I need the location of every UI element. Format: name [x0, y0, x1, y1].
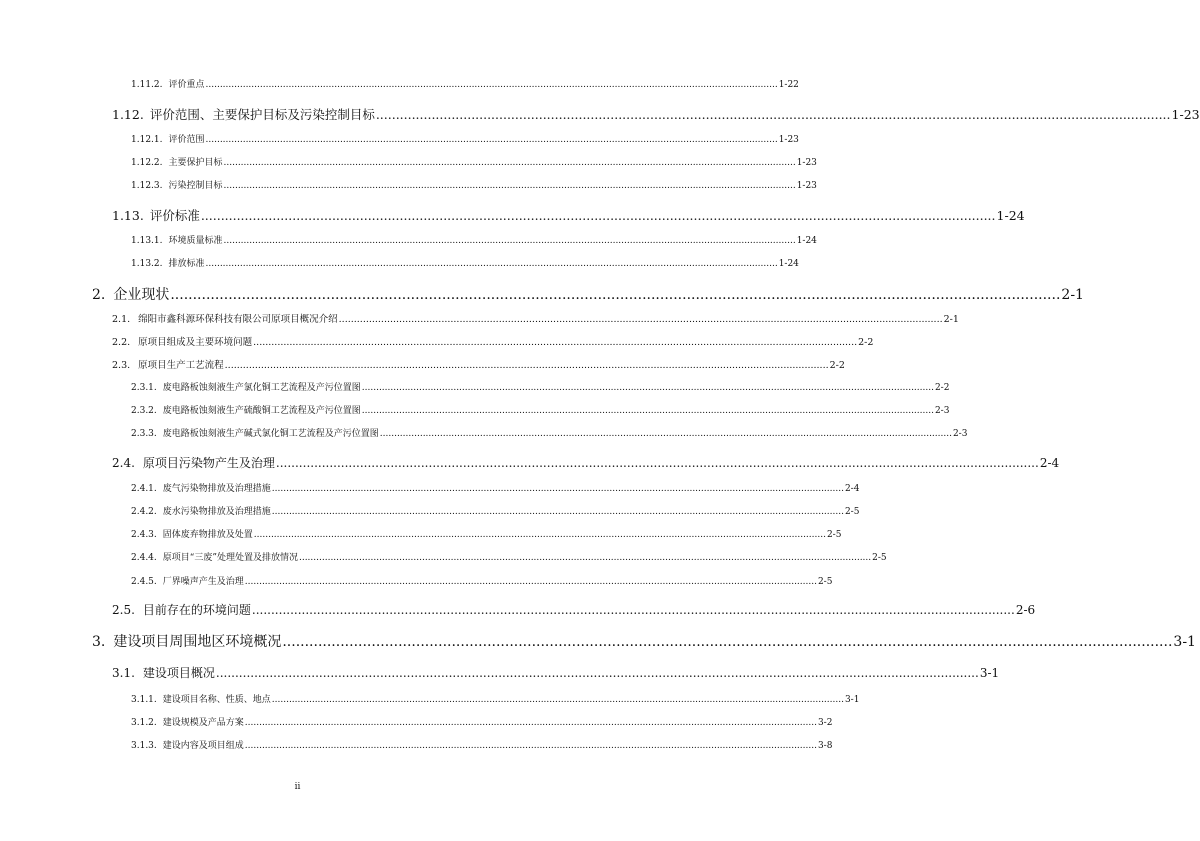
toc-leader: ........................................................................................................................................................................................................ — [361, 406, 934, 416]
toc-title: 固体废弃物排放及处置 — [162, 530, 253, 540]
toc-leader: ........................................................................................................................................................................................................ — [223, 236, 796, 246]
toc-title: 排放标准 — [168, 259, 205, 269]
toc-leader: ........................................................................................................................................................................................................ — [271, 695, 844, 705]
toc-page: 1-24 — [796, 236, 817, 246]
toc-title: 原项目生产工艺流程 — [138, 360, 224, 371]
toc-page: 2-5 — [817, 577, 833, 587]
toc-title: 厂界噪声产生及治理 — [162, 577, 244, 587]
toc-entry[interactable] — [112, 357, 845, 371]
toc-page: 2-5 — [826, 530, 842, 540]
toc-entry[interactable] — [131, 403, 950, 416]
toc-title: 建设项目概况 — [142, 666, 215, 680]
toc-entry[interactable] — [131, 132, 799, 145]
toc-page: 3-2 — [817, 718, 833, 728]
toc-entry[interactable] — [92, 631, 1196, 651]
toc-number: 1.12.3. — [131, 181, 163, 191]
toc-title: 目前存在的环境问题 — [142, 603, 251, 617]
toc-page: 2-2 — [829, 360, 845, 371]
toc-leader: ........................................................................................................................................................................................................ — [275, 456, 1039, 470]
toc-leader: ........................................................................................................................................................................................................ — [244, 718, 817, 728]
toc-entry[interactable] — [131, 256, 799, 269]
toc-entry[interactable] — [131, 77, 799, 90]
toc-page: 1-24 — [996, 208, 1025, 223]
toc-page: 3-1 — [844, 695, 860, 705]
toc-number: 3.1.3. — [131, 741, 157, 751]
toc-leader: ........................................................................................................................................................................................................ — [379, 429, 952, 439]
toc-leader: ........................................................................................................................................................................................................ — [298, 553, 872, 563]
toc-number: 2.3.1. — [131, 383, 157, 393]
toc-page: 2-6 — [1015, 603, 1036, 617]
toc-number: 2.5. — [112, 603, 135, 617]
toc-leader: ........................................................................................................................................................................................................ — [205, 80, 778, 90]
toc-leader: ........................................................................................................................................................................................................ — [282, 634, 1173, 650]
toc-leader: ........................................................................................................................................................................................................ — [375, 107, 1171, 122]
toc-title: 废气污染物排放及治理措施 — [162, 484, 271, 494]
toc-entry[interactable] — [131, 527, 842, 540]
toc-number: 1.13.1. — [131, 236, 163, 246]
toc-page: 3-1 — [1173, 634, 1196, 650]
toc-leader: ........................................................................................................................................................................................................ — [361, 383, 934, 393]
toc-entry[interactable] — [112, 334, 874, 348]
toc-page: 2-1 — [1061, 287, 1084, 303]
toc-title: 企业现状 — [113, 287, 170, 303]
toc-number: 2. — [92, 287, 106, 303]
toc-entry[interactable] — [112, 601, 1036, 618]
toc-leader: ........................................................................................................................................................................................................ — [205, 259, 778, 269]
toc-leader: ........................................................................................................................................................................................................ — [271, 484, 844, 494]
toc-page: 3-1 — [979, 666, 1000, 680]
toc-number: 3. — [92, 634, 106, 650]
toc-title: 废电路板蚀刻液生产氯化铜工艺流程及产污位置图 — [162, 383, 361, 393]
toc-title: 原项目污染物产生及治理 — [142, 456, 275, 470]
toc-number: 2.4.4. — [131, 553, 157, 563]
toc-number: 1.11.2. — [131, 80, 163, 90]
toc-entry[interactable] — [112, 105, 1200, 123]
toc-leader: ........................................................................................................................................................................................................ — [244, 741, 817, 751]
toc-number: 2.4.2. — [131, 507, 157, 517]
toc-entry[interactable] — [131, 155, 817, 168]
toc-leader: ........................................................................................................................................................................................................ — [253, 337, 858, 348]
toc-title: 绵阳市鑫科源环保科技有限公司原项目概况介绍 — [138, 314, 338, 325]
toc-entry[interactable] — [131, 715, 833, 728]
toc-entry[interactable] — [112, 454, 1060, 471]
toc-number: 1.12.1. — [131, 135, 163, 145]
toc-number: 1.12.2. — [131, 158, 163, 168]
toc-entry[interactable] — [131, 178, 817, 191]
toc-entry[interactable] — [131, 574, 833, 587]
toc-page: 3-8 — [817, 741, 833, 751]
toc-entry[interactable] — [112, 664, 1000, 681]
toc-page: 1-23 — [796, 181, 817, 191]
toc-leader: ........................................................................................................................................................................................................ — [271, 507, 844, 517]
toc-number: 2.2. — [112, 337, 131, 348]
toc-page: 1-23 — [1171, 107, 1200, 122]
toc-number: 3.1. — [112, 666, 135, 680]
toc-entry[interactable] — [131, 692, 860, 705]
toc-number: 2.1. — [112, 314, 131, 325]
toc-number: 2.3. — [112, 360, 131, 371]
toc-number: 3.1.1. — [131, 695, 157, 705]
toc-leader: ........................................................................................................................................................................................................ — [223, 181, 796, 191]
toc-leader: ........................................................................................................................................................................................................ — [223, 158, 796, 168]
toc-title: 污染控制目标 — [168, 181, 223, 191]
page-number: ii — [294, 782, 301, 792]
toc-page: 2-4 — [844, 484, 860, 494]
toc-leader: ........................................................................................................................................................................................................ — [244, 577, 817, 587]
toc-entry[interactable] — [131, 481, 860, 494]
toc-number: 2.3.2. — [131, 406, 157, 416]
toc-entry[interactable] — [131, 380, 950, 393]
toc-title: 评价标准 — [149, 208, 200, 223]
toc-entry[interactable] — [131, 550, 887, 563]
toc-entry[interactable] — [131, 233, 817, 246]
toc-title: 废电路板蚀刻液生产碱式氯化铜工艺流程及产污位置图 — [162, 429, 379, 439]
toc-entry[interactable] — [131, 426, 968, 439]
toc-number: 2.4.3. — [131, 530, 157, 540]
toc-number: 2.4.1. — [131, 484, 157, 494]
toc-page: 2-3 — [952, 429, 968, 439]
toc-entry[interactable] — [112, 206, 1025, 224]
toc-leader: ........................................................................................................................................................................................................ — [251, 603, 1015, 617]
toc-leader: ........................................................................................................................................................................................................ — [205, 135, 778, 145]
toc-page: 2-4 — [1039, 456, 1060, 470]
toc-title: 建设内容及项目组成 — [162, 741, 244, 751]
toc-title: 环境质量标准 — [168, 236, 223, 246]
toc-page: 2-5 — [844, 507, 860, 517]
toc-entry[interactable] — [131, 504, 860, 517]
toc-page: 2-5 — [872, 553, 887, 563]
toc-title: 评价范围、主要保护目标及污染控制目标 — [149, 107, 375, 122]
toc-entry[interactable] — [112, 311, 959, 325]
toc-number: 3.1.2. — [131, 718, 157, 728]
toc-entry[interactable] — [131, 738, 833, 751]
toc-leader: ........................................................................................................................................................................................................ — [215, 666, 979, 680]
toc-page: 2-2 — [934, 383, 950, 393]
toc-title: 评价重点 — [168, 80, 205, 90]
toc-number: 1.13.2. — [131, 259, 163, 269]
toc-page: 2-3 — [934, 406, 950, 416]
toc-page: 1-23 — [778, 135, 799, 145]
toc-page: 1-24 — [778, 259, 799, 269]
toc-number: 2.4. — [112, 456, 135, 470]
toc-title: 建设规模及产品方案 — [162, 718, 244, 728]
toc-page: 1-23 — [796, 158, 817, 168]
toc-leader: ........................................................................................................................................................................................................ — [170, 287, 1061, 303]
toc-leader: ........................................................................................................................................................................................................ — [200, 208, 996, 223]
toc-page: 2-1 — [943, 314, 959, 325]
toc-title: 建设项目名称、性质、地点 — [162, 695, 271, 705]
toc-number: 1.13. — [112, 208, 144, 223]
toc-page: 1-22 — [778, 80, 799, 90]
toc-number: 2.4.5. — [131, 577, 157, 587]
toc-title: 原项目组成及主要环境问题 — [138, 337, 253, 348]
toc-page: 2-2 — [858, 337, 874, 348]
toc-title: 原项目“三废”处理处置及排放情况 — [162, 553, 298, 563]
toc-leader: ........................................................................................................................................................................................................ — [224, 360, 829, 371]
toc-title: 主要保护目标 — [168, 158, 223, 168]
toc-title: 废水污染物排放及治理措施 — [162, 507, 271, 517]
toc-entry[interactable] — [92, 284, 1084, 304]
toc-number: 2.3.3. — [131, 429, 157, 439]
toc-leader: ........................................................................................................................................................................................................ — [253, 530, 826, 540]
toc-number: 1.12. — [112, 107, 144, 122]
toc-title: 评价范围 — [168, 135, 205, 145]
toc-title: 废电路板蚀刻液生产硫酸铜工艺流程及产污位置图 — [162, 406, 361, 416]
toc-leader: ........................................................................................................................................................................................................ — [338, 314, 943, 325]
toc-title: 建设项目周围地区环境概况 — [113, 634, 282, 650]
